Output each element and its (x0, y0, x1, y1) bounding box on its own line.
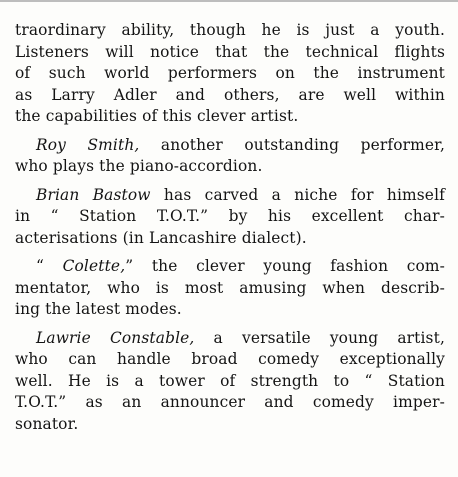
text-fragment: ” the clever young fashion com- (125, 257, 445, 275)
top-divider (0, 0, 458, 2)
text-line: the capabilities of this clever artist. (15, 107, 299, 125)
text-fragment: has carved a niche for himself (150, 185, 445, 204)
text-line: Listeners will notice that the technical flights (15, 42, 445, 61)
text-line: who can handle broad comedy exceptionally (15, 350, 445, 368)
text-line: ing the latest modes. (15, 300, 182, 318)
text-fragment: another outstanding performer, (139, 135, 445, 154)
text-line: T.O.T.” as an announcer and comedy imper- (15, 393, 445, 411)
paragraph-colette (15, 256, 445, 321)
text-line: well. He is a tower of strength to “ Station (15, 371, 445, 390)
text-line (15, 135, 445, 157)
text-line (15, 328, 445, 350)
performer-name: Lawrie Constable, (36, 328, 195, 347)
text-line: traordinary ability, though he is just a youth. (15, 21, 445, 39)
text-line: who plays the piano-accordion. (15, 157, 263, 175)
paragraph-brian-bastow (15, 185, 445, 250)
text-line: mentator, who is most amusing when describ- (15, 278, 445, 297)
text-line: acterisations (in Lancashire dialect). (15, 228, 307, 247)
paragraph-continuation (15, 20, 445, 128)
performer-name: Colette, (62, 257, 126, 275)
text-line (15, 185, 445, 207)
text-line (15, 256, 445, 278)
text-line: as Larry Adler and others, are well within (15, 85, 445, 104)
open-quote: “ (36, 257, 63, 275)
paragraph-lawrie-constable (15, 328, 445, 436)
article-body (15, 20, 445, 442)
text-fragment: a versatile young artist, (194, 328, 445, 347)
performer-name: Brian Bastow (36, 185, 151, 204)
text-line: sonator. (15, 414, 79, 433)
text-line: of such world performers on the instrument (15, 64, 445, 82)
paragraph-roy-smith (15, 135, 445, 178)
performer-name: Roy Smith, (36, 135, 140, 154)
text-line: in “ Station T.O.T.” by his excellent char- (15, 207, 445, 225)
